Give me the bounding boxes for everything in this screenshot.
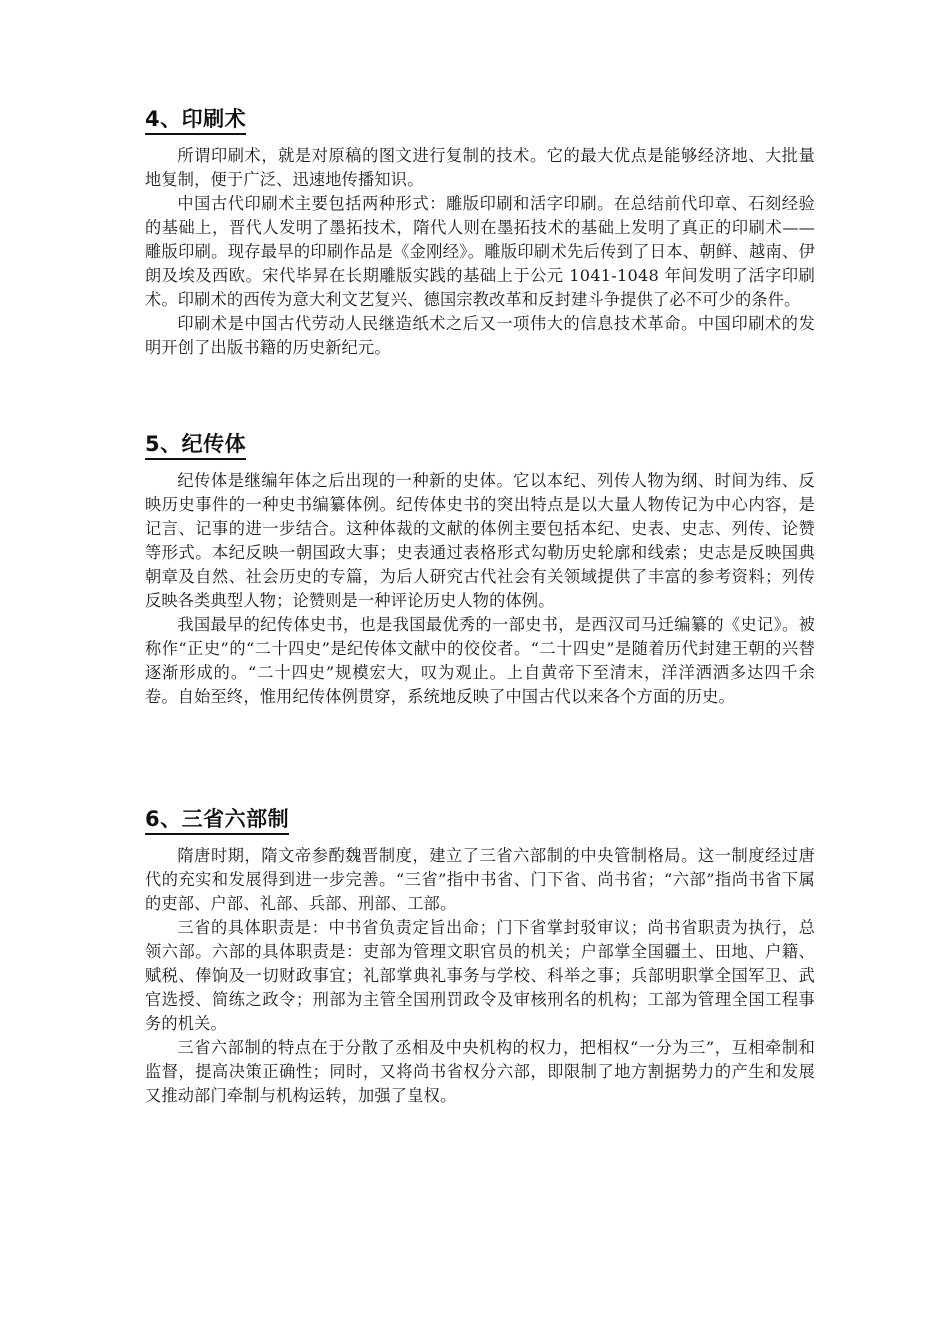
- paragraph: 三省的具体职责是：中书省负责定旨出命；门下省掌封驳审议；尚书省职责为执行，总领六部。六部的具体职责是：吏部为管理文职官员的机关；户部掌全国疆土、田地、户籍、赋税、俸饷及一切财政事宜；礼部掌典礼事务与学校、科举之事；兵部明职掌全国军卫、武官选授、简练之政令；刑部为主管全国刑罚政令及审核刑名的机构；工部为管理全国工程事务的机关。: [145, 918, 815, 1033]
- section-heading: 5、纪传体: [145, 430, 246, 460]
- paragraph: 隋唐时期，隋文帝参酌魏晋制度，建立了三省六部制的中央管制格局。这一制度经过唐代的充实和发展得到进一步完善。“三省”指中书省、门下省、尚书省；“六部”指尚书省下属的吏部、户部、礼部、兵部、刑部、工部。: [145, 846, 815, 913]
- paragraph: 印刷术是中国古代劳动人民继造纸术之后又一项伟大的信息技术革命。中国印刷术的发明开创了出版书籍的历史新纪元。: [145, 314, 815, 357]
- section-heading: 6、三省六部制: [145, 805, 289, 835]
- section-printing: [145, 105, 815, 360]
- paragraph: 所谓印刷术，就是对原稿的图文进行复制的技术。它的最大优点是能够经济地、大批量地复制，便于广泛、迅速地传播知识。: [145, 146, 815, 189]
- paragraph: 中国古代印刷术主要包括两种形式：雕版印刷和活字印刷。在总结前代印章、石刻经验的基础上，晋代人发明了墨拓技术，隋代人则在墨拓技术的基础上发明了真正的印刷术——雕版印刷。现存最早的印刷作品是《金刚经》。雕版印刷术先后传到了日本、朝鲜、越南、伊朗及埃及西欧。宋代毕昇在长期雕版实践的基础上于公元 1041-1048 年间发明了活字印刷术。印刷术的西传为意大利文艺复兴、德国宗教改革和反封建斗争提供了必不可少的条件。: [145, 194, 815, 309]
- section-three-departments: [145, 805, 815, 1108]
- section-heading: 4、印刷术: [145, 105, 246, 135]
- paragraph: 纪传体是继编年体之后出现的一种新的史体。它以本纪、列传人物为纲、时间为纬、反映历史事件的一种史书编纂体例。纪传体史书的突出特点是以大量人物传记为中心内容，是记言、记事的进一步结合。这种体裁的文献的体例主要包括本纪、史表、史志、列传、论赞等形式。本纪反映一朝国政大事；史表通过表格形式勾勒历史轮廓和线索；史志是反映国典朝章及自然、社会历史的专篇，为后人研究古代社会有关领域提供了丰富的参考资料；列传反映各类典型人物；论赞则是一种评论历史人物的体例。: [145, 471, 815, 610]
- paragraph: 三省六部制的特点在于分散了丞相及中央机构的权力，把相权“一分为三”，互相牵制和监督，提高决策正确性；同时，又将尚书省权分六部，即限制了地方割据势力的产生和发展又推动部门牵制与机构运转，加强了皇权。: [145, 1038, 815, 1105]
- section-biographical-history: [145, 430, 815, 709]
- paragraph: 我国最早的纪传体史书，也是我国最优秀的一部史书，是西汉司马迁编纂的《史记》。被称作“正史”的“二十四史”是纪传体文献中的佼佼者。“二十四史”是随着历代封建王朝的兴替逐渐形成的。“二十四史”规模宏大，叹为观止。上自黄帝下至清末，洋洋洒洒多达四千余卷。自始至终，惟用纪传体例贯穿，系统地反映了中国古代以来各个方面的历史。: [145, 615, 815, 706]
